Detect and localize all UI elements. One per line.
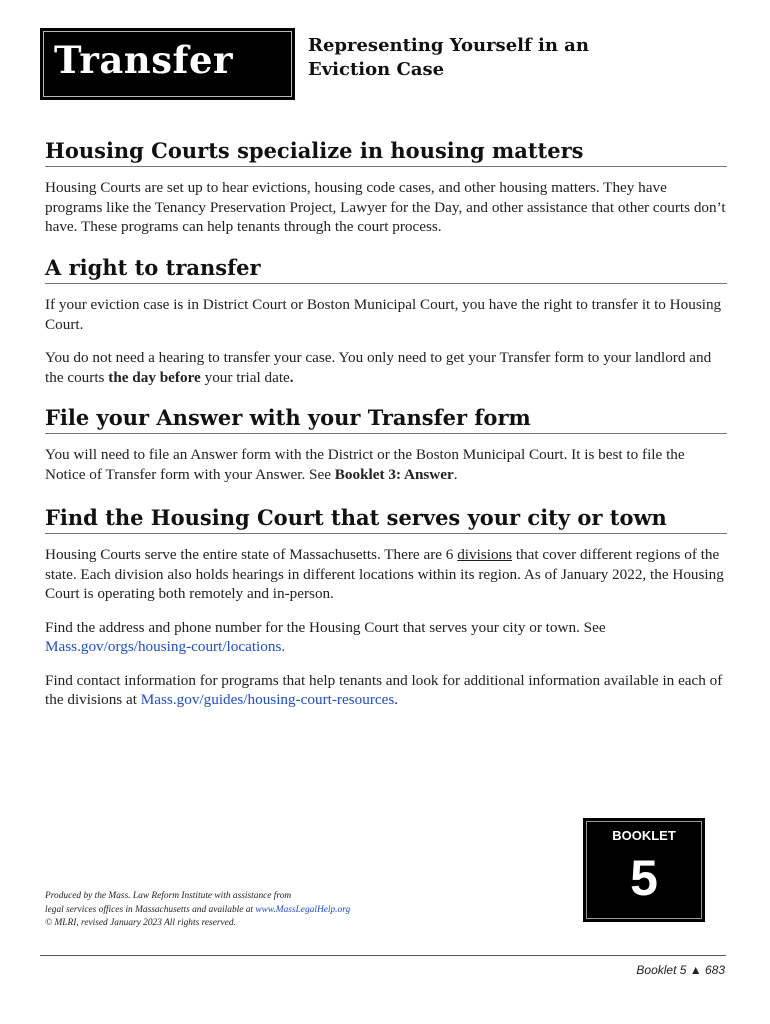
section-paragraph bbox=[45, 445, 727, 484]
text-run: Find the address and phone number for the Housing Court that serves your city or town. See bbox=[45, 618, 606, 636]
section-paragraph bbox=[45, 671, 727, 710]
divisions-link[interactable]: divisions bbox=[457, 546, 513, 563]
booklet-reference: Booklet 3: Answer bbox=[334, 465, 454, 483]
page-title: Transfer bbox=[54, 38, 233, 82]
section-paragraph: If your eviction case is in District Court or Boston Municipal Court, you have the right to transfer it to Housing Court. bbox=[45, 296, 722, 333]
section-paragraph bbox=[45, 545, 727, 604]
section-right-to-transfer bbox=[45, 254, 727, 387]
section-heading: Find the Housing Court that serves your city or town bbox=[45, 504, 727, 534]
court-locations-link[interactable]: Mass.gov/orgs/housing-court/locations. bbox=[45, 638, 286, 655]
emphasis-text: . bbox=[289, 368, 294, 386]
credits bbox=[45, 890, 465, 931]
text-run: . bbox=[394, 691, 399, 708]
section-paragraph bbox=[45, 348, 727, 387]
title-banner bbox=[40, 28, 295, 100]
section-file-answer bbox=[45, 404, 727, 484]
text-run: Housing Courts serve the entire state of Massachusetts. There are 6 bbox=[45, 546, 458, 563]
credits-line: © MLRI, revised January 2023 All rights reserved. bbox=[45, 918, 236, 928]
text-run: Find contact information for programs that help tenants and look for additional information available in each of the divisions at bbox=[45, 671, 723, 708]
booklet-badge bbox=[583, 818, 705, 922]
credits-line: Produced by the Mass. Law Reform Institute with assistance from bbox=[45, 891, 292, 901]
text-run: You will need to file an Answer form with the District or the Boston Municipal Court. It is best to file the Notice of Transfer form with your Answer. See bbox=[45, 446, 685, 483]
booklet-number: 5 bbox=[630, 850, 658, 906]
text-run: legal services offices in Massachusetts and available at bbox=[45, 904, 256, 915]
emphasis-text: the day before bbox=[108, 368, 201, 386]
text-run: that cover different regions of the state. Each division also holds hearings in different locations within its region. As of January 2022, the Housing Court is operating both remotely and in-person. bbox=[45, 546, 724, 602]
section-housing-courts bbox=[45, 137, 727, 237]
footer-divider bbox=[40, 955, 726, 956]
booklet-label: BOOKLET bbox=[612, 828, 676, 843]
section-heading: File your Answer with your Transfer form bbox=[45, 404, 727, 434]
section-find-housing-court bbox=[45, 504, 727, 710]
page-footer: Booklet 5 ▲ 683 bbox=[636, 963, 725, 977]
text-run: . bbox=[453, 465, 458, 483]
section-paragraph bbox=[45, 618, 727, 657]
text-run: your trial date bbox=[200, 368, 290, 386]
section-heading: A right to transfer bbox=[45, 254, 727, 284]
section-heading: Housing Courts specialize in housing matters bbox=[45, 137, 727, 167]
masslegalhelp-link[interactable]: www.MassLegalHelp.org bbox=[255, 904, 351, 915]
court-resources-link[interactable]: Mass.gov/guides/housing-court-resources bbox=[140, 691, 395, 708]
page-subtitle: Representing Yourself in an Eviction Case bbox=[308, 35, 589, 80]
credits-line bbox=[45, 904, 465, 918]
text-run: You do not need a hearing to transfer your case. You only need to get your Transfer form to your landlord and the courts bbox=[45, 349, 712, 386]
section-paragraph: Housing Courts are set up to hear evictions, housing code cases, and other housing matters. They have programs like the Tenancy Preservation Project, Lawyer for the Day, and other assistance that other courts don’t have. These programs can help tenants through the court process. bbox=[45, 179, 726, 235]
